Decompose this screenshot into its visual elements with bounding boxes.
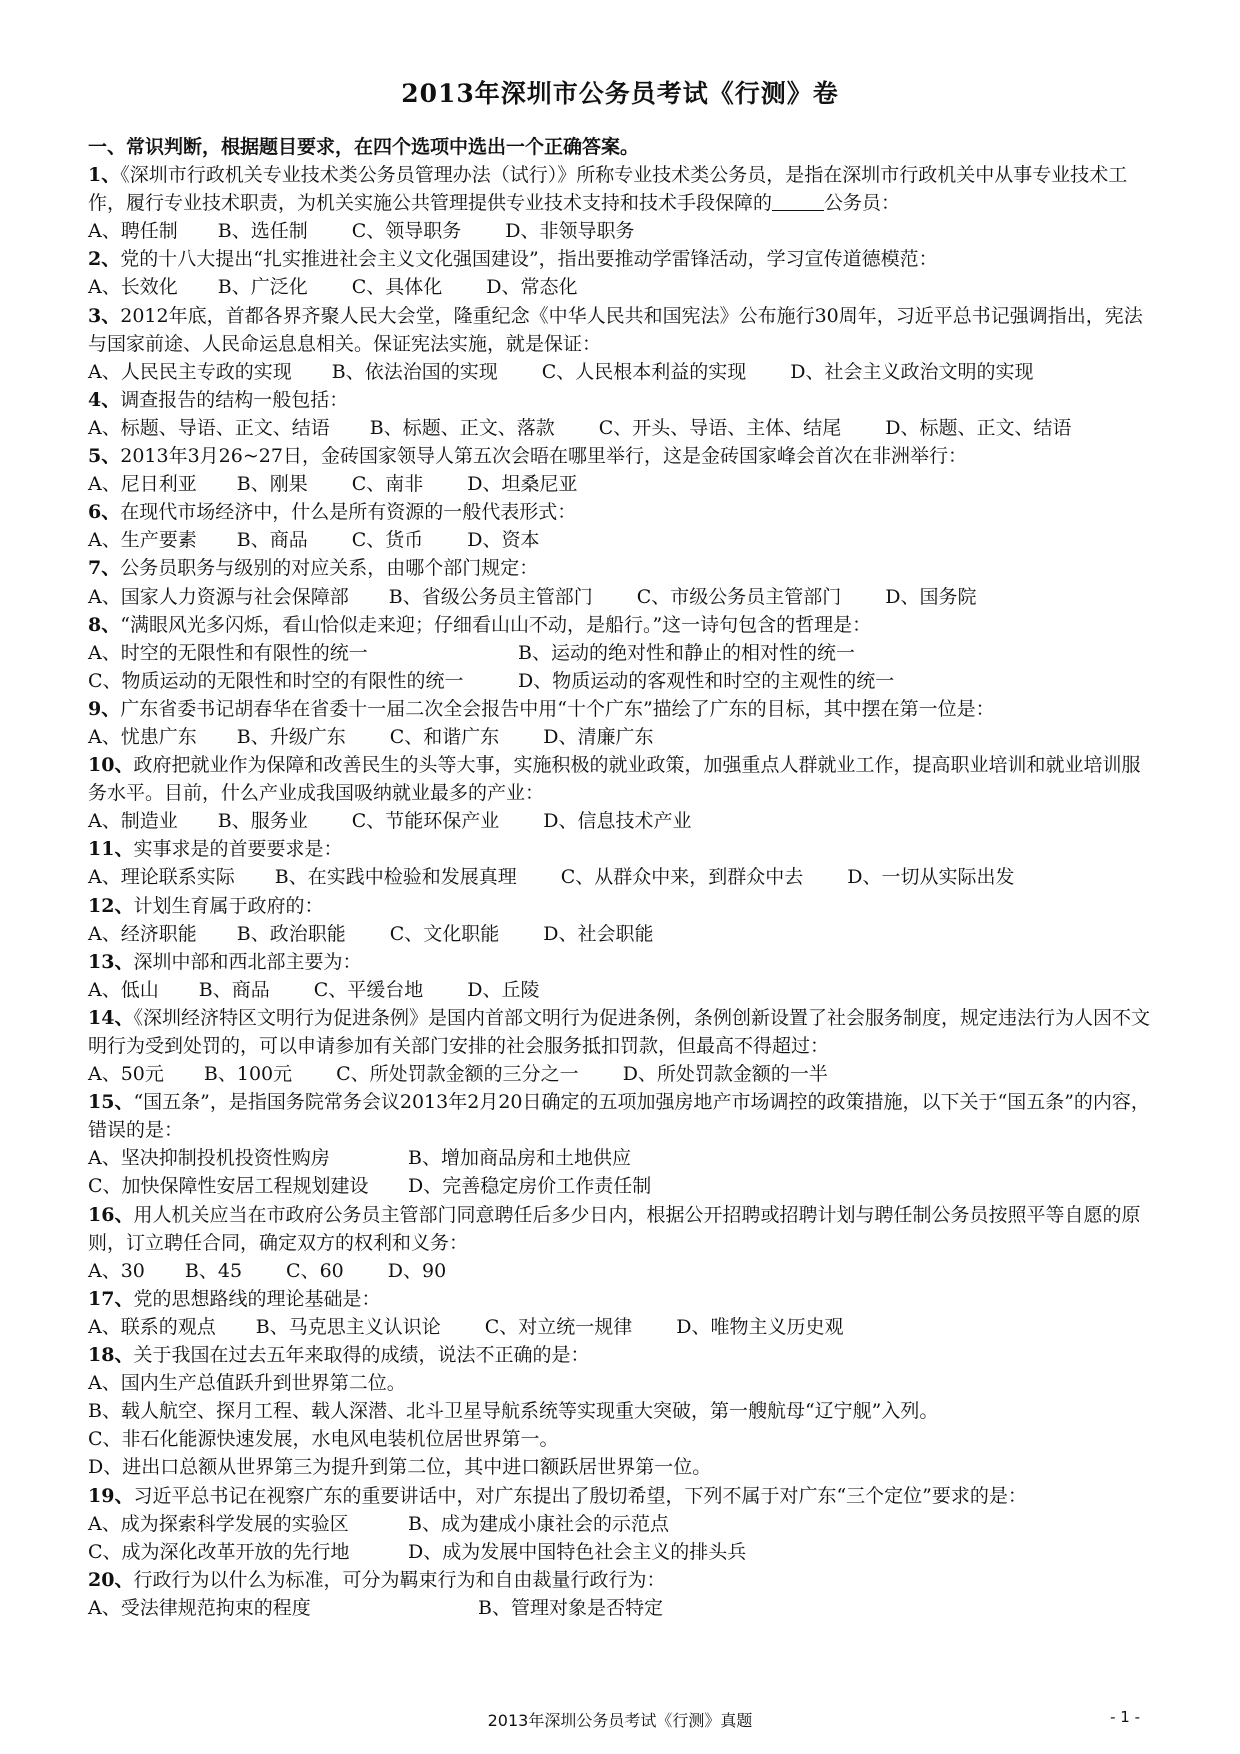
option-b: B、依法治国的实现	[331, 360, 498, 383]
question-19	[88, 1482, 1150, 1566]
question-text: 公务员职务与级别的对应关系，由哪个部门规定：	[120, 557, 539, 580]
question-number: 19、	[88, 1484, 134, 1507]
option-d: D、社会主义政治文明的实现	[790, 360, 1034, 383]
option-a: A、低山	[88, 978, 159, 1001]
question-stem	[88, 835, 1150, 863]
question-text: 2013年3月26~27日，金砖国家领导人第五次会晤在哪里举行，这是金砖国家峰会首次在非洲举行：	[120, 445, 967, 468]
question-14	[88, 1004, 1150, 1088]
option-b: B、管理对象是否特定	[478, 1596, 663, 1619]
option-a: A、忧患广东	[88, 725, 197, 748]
question-stem	[88, 1201, 1150, 1257]
question-stem	[88, 1566, 1150, 1594]
option-c: C、市级公务员主管部门	[636, 585, 842, 608]
option-c: C、人民根本利益的实现	[541, 360, 747, 383]
option-row	[88, 470, 1150, 498]
question-text: 党的思想路线的理论基础是：	[133, 1287, 381, 1310]
question-number: 1、	[88, 164, 121, 187]
option-row	[88, 358, 1150, 386]
question-stem	[88, 161, 1150, 217]
option-c: C、领导职务	[351, 220, 462, 243]
question-text: 《深圳经济特区文明行为促进条例》是国内首部文明行为促进条例，条例创新设置了社会服务制度，规定违法行为人因不文明行为受到处罚的，可以申请参加有关部门安排的社会服务抵扣罚款，但最高不得超过：	[88, 1006, 1150, 1057]
option-b: B、选任制	[217, 220, 308, 243]
option-b: B、标题、正文、落款	[369, 416, 555, 439]
option-row	[88, 723, 1150, 751]
question-6	[88, 498, 1150, 554]
question-stem	[88, 1088, 1150, 1144]
question-8	[88, 611, 1150, 695]
option-a: A、生产要素	[88, 529, 197, 552]
page-number: - 1 -	[1110, 1708, 1140, 1726]
option-b: B、政治职能	[236, 922, 346, 945]
option-a: A、时空的无限性和有限性的统一	[88, 641, 368, 664]
question-stem	[88, 498, 1150, 526]
question-text: 习近平总书记在视察广东的重要讲话中，对广东提出了殷切希望，下列不属于对广东“三个定位”要求的是：	[133, 1484, 1027, 1507]
question-number: 14、	[88, 1006, 134, 1029]
question-text: 调查报告的结构一般包括：	[120, 388, 349, 411]
question-stem	[88, 302, 1150, 358]
option-row	[88, 1144, 1150, 1172]
option-a: A、理论联系实际	[88, 866, 235, 889]
option-c: C、文化职能	[389, 922, 500, 945]
question-number: 20、	[88, 1568, 134, 1591]
option-a: A、人民民主专政的实现	[88, 360, 292, 383]
option-d: D、进出口总额从世界第三为提升到第二位，其中进口额跃居世界第一位。	[88, 1456, 712, 1479]
question-text: 广东省委书记胡春华在省委十一届二次全会报告中用“十个广东”描绘了广东的目标，其中摆在第一位是：	[120, 697, 995, 720]
question-number: 8、	[88, 613, 121, 636]
question-16	[88, 1201, 1150, 1285]
option-row	[88, 1510, 1150, 1538]
question-number: 11、	[88, 838, 134, 861]
option-d: D、社会职能	[543, 922, 654, 945]
question-stem	[88, 1285, 1150, 1313]
option-b: B、马克思主义认识论	[255, 1315, 441, 1338]
option-row	[88, 414, 1150, 442]
option-b: B、服务业	[217, 810, 308, 833]
option-row	[88, 1172, 1150, 1200]
question-number: 15、	[88, 1091, 134, 1114]
question-4	[88, 386, 1150, 442]
option-c: C、节能环保产业	[351, 810, 500, 833]
question-text: 关于我国在过去五年来取得的成绩，说法不正确的是：	[133, 1344, 590, 1367]
option-a: A、聘任制	[88, 220, 178, 243]
option-b: B、100元	[203, 1063, 293, 1086]
question-number: 12、	[88, 894, 134, 917]
question-stem	[88, 948, 1150, 976]
option-c: C、60	[286, 1259, 344, 1282]
question-stem	[88, 611, 1150, 639]
question-number: 10、	[88, 754, 134, 777]
option-row	[88, 1594, 1150, 1622]
option-b: B、在实践中检验和发展真理	[274, 866, 517, 889]
option-c: C、成为深化改革开放的先行地	[88, 1540, 350, 1563]
option-d: D、常态化	[486, 276, 578, 299]
option-b: B、载人航空、探月工程、载人深潜、北斗卫星导航系统等实现重大突破，第一艘航母“辽宁舰”入列。	[88, 1400, 939, 1423]
question-18	[88, 1341, 1150, 1481]
option-d: D、非领导职务	[505, 220, 635, 243]
option-row	[88, 976, 1150, 1004]
option-a: A、坚决抑制投机投资性购房	[88, 1147, 330, 1170]
question-text: “满眼风光多闪烁，看山恰似走来迎；仔细看山山不动，是船行。”这一诗句包含的哲理是：	[120, 613, 872, 636]
question-number: 5、	[88, 445, 121, 468]
question-number: 2、	[88, 248, 121, 271]
option-a: A、成为探索科学发展的实验区	[88, 1512, 349, 1535]
option-d: D、丘陵	[467, 978, 540, 1001]
question-stem	[88, 1341, 1150, 1369]
option-b: B、运动的绝对性和静止的相对性的统一	[518, 641, 855, 664]
option-row	[88, 920, 1150, 948]
option-d: D、唯物主义历史观	[676, 1315, 844, 1338]
option-d: D、所处罚款金额的一半	[622, 1063, 828, 1086]
option-d: D、标题、正文、结语	[885, 416, 1072, 439]
option-c: C、具体化	[351, 276, 443, 299]
question-12	[88, 892, 1150, 948]
document-body	[88, 133, 1150, 1622]
option-row	[88, 526, 1150, 554]
option-a: A、受法律规范拘束的程度	[88, 1596, 311, 1619]
question-number: 13、	[88, 950, 134, 973]
question-text: 在现代市场经济中，什么是所有资源的一般代表形式：	[120, 501, 577, 524]
question-3	[88, 302, 1150, 386]
option-a: A、国内生产总值跃升到世界第二位。	[88, 1372, 406, 1395]
question-2	[88, 245, 1150, 301]
option-c: C、所处罚款金额的三分之一	[336, 1063, 579, 1086]
question-text: 行政行为以什么为标准，可分为羁束行为和自由裁量行政行为：	[133, 1568, 666, 1591]
option-a: A、标题、导语、正文、结语	[88, 416, 330, 439]
option-row	[88, 1538, 1150, 1566]
question-number: 7、	[88, 557, 121, 580]
option-c: C、货币	[351, 529, 424, 552]
question-15	[88, 1088, 1150, 1200]
question-stem	[88, 892, 1150, 920]
question-stem	[88, 245, 1150, 273]
question-7	[88, 554, 1150, 610]
option-b: B、省级公务员主管部门	[388, 585, 593, 608]
question-text: 用人机关应当在市政府公务员主管部门同意聘任后多少日内，根据公开招聘或招聘计划与聘任制公务员按照平等自愿的原则，订立聘任合同，确定双方的权利和义务：	[88, 1203, 1141, 1254]
question-20	[88, 1566, 1150, 1622]
option-b: B、刚果	[236, 473, 308, 496]
option-d: D、资本	[467, 529, 540, 552]
question-number: 3、	[88, 304, 121, 327]
option-b: B、广泛化	[217, 276, 308, 299]
option-b: B、升级广东	[236, 725, 346, 748]
option-row	[88, 807, 1150, 835]
option-d: D、一切从实际出发	[847, 866, 1015, 889]
option-c: C、和谐广东	[389, 725, 500, 748]
option-row	[88, 1257, 1150, 1285]
option-a: A、尼日利亚	[88, 473, 197, 496]
question-5	[88, 442, 1150, 498]
question-stem	[88, 386, 1150, 414]
option-row	[88, 863, 1150, 891]
option-row	[88, 1060, 1150, 1088]
question-text: 党的十八大提出“扎实推进社会主义文化强国建设”，指出要推动学雷锋活动，学习宣传道德模范：	[120, 248, 938, 271]
option-c: C、南非	[351, 473, 424, 496]
question-text: 深圳中部和西北部主要为：	[133, 950, 362, 973]
option-d: D、坦桑尼亚	[467, 473, 578, 496]
question-text-end: 公务员：	[824, 192, 901, 215]
option-a: A、国家人力资源与社会保障部	[88, 585, 349, 608]
option-row	[88, 583, 1150, 611]
question-number: 4、	[88, 388, 121, 411]
section-heading: 一、常识判断，根据题目要求，在四个选项中选出一个正确答案。	[88, 136, 640, 158]
question-13	[88, 948, 1150, 1004]
question-17	[88, 1285, 1150, 1341]
question-text: “国五条”，是指国务院常务会议2013年2月20日确定的五项加强房地产市场调控的政策措施，以下关于“国五条”的内容，错误的是：	[88, 1091, 1150, 1142]
question-stem	[88, 751, 1150, 807]
option-b: B、商品	[236, 529, 308, 552]
option-c: C、对立统一规律	[484, 1315, 633, 1338]
option-a: A、长效化	[88, 276, 178, 299]
footer-title: 2013年深圳公务员考试《行测》真题	[487, 1711, 753, 1730]
option-a: A、制造业	[88, 810, 178, 833]
option-c: C、非石化能源快速发展，水电风电装机位居世界第一。	[88, 1428, 559, 1451]
option-c: C、加快保障性安居工程规划建设	[88, 1175, 369, 1198]
option-a: A、50元	[88, 1063, 164, 1086]
answer-blank	[772, 192, 824, 211]
question-text: 政府把就业作为保障和改善民生的头等大事，实施积极的就业政策，加强重点人群就业工作，提高职业培训和就业培训服务水平。目前，什么产业成我国吸纳就业最多的产业：	[88, 754, 1141, 805]
option-c: C、从群众中来，到群众中去	[560, 866, 804, 889]
page-title: 2013年深圳市公务员考试《行测》卷	[401, 79, 839, 108]
question-1	[88, 161, 1150, 245]
question-number: 18、	[88, 1344, 134, 1367]
option-d: D、清廉广东	[543, 725, 654, 748]
question-number: 16、	[88, 1203, 134, 1226]
question-stem	[88, 1482, 1150, 1510]
option-a: A、经济职能	[88, 922, 197, 945]
option-b: B、增加商品房和土地供应	[408, 1147, 631, 1170]
question-list	[88, 161, 1150, 1622]
option-a: A、联系的观点	[88, 1315, 216, 1338]
question-9	[88, 695, 1150, 751]
option-d: D、完善稳定房价工作责任制	[408, 1175, 652, 1198]
option-c: C、开头、导语、主体、结尾	[598, 416, 842, 439]
question-stem	[88, 554, 1150, 582]
question-text: 实事求是的首要要求是：	[133, 838, 343, 861]
option-row	[88, 667, 1150, 695]
question-text: 2012年底，首都各界齐聚人民大会堂，隆重纪念《中华人民共和国宪法》公布施行30周年，习近平总书记强调指出，宪法与国家前途、人民命运息息相关。保证宪法实施，就是保证：	[88, 304, 1143, 355]
question-11	[88, 835, 1150, 891]
question-stem	[88, 1004, 1150, 1060]
option-d: D、国务院	[885, 585, 977, 608]
option-row	[88, 639, 1150, 667]
option-b: B、成为建成小康社会的示范点	[408, 1512, 669, 1535]
question-number: 9、	[88, 697, 121, 720]
question-number: 17、	[88, 1287, 134, 1310]
option-b: B、45	[184, 1259, 243, 1282]
question-text: 《深圳市行政机关专业技术类公务员管理办法（试行）》所称专业技术类公务员，是指在深圳市行政机关中从事专业技术工作，履行专业技术职责，为机关实施公共管理提供专业技术支持和技术手段保障的	[88, 164, 1128, 215]
option-b: B、商品	[198, 978, 270, 1001]
question-stem	[88, 695, 1150, 723]
option-a: A、30	[88, 1259, 145, 1282]
question-stem	[88, 442, 1150, 470]
question-text: 计划生育属于政府的：	[133, 894, 324, 917]
option-d: D、成为发展中国特色社会主义的排头兵	[408, 1540, 747, 1563]
question-number: 6、	[88, 501, 121, 524]
option-row	[88, 273, 1150, 301]
option-d: D、物质运动的客观性和时空的主观性的统一	[518, 669, 895, 692]
question-10	[88, 751, 1150, 835]
option-c: C、平缓台地	[313, 978, 424, 1001]
option-row	[88, 1313, 1150, 1341]
option-d: D、90	[387, 1259, 447, 1282]
option-c: C、物质运动的无限性和时空的有限性的统一	[88, 669, 464, 692]
option-d: D、信息技术产业	[543, 810, 692, 833]
option-row	[88, 217, 1150, 245]
